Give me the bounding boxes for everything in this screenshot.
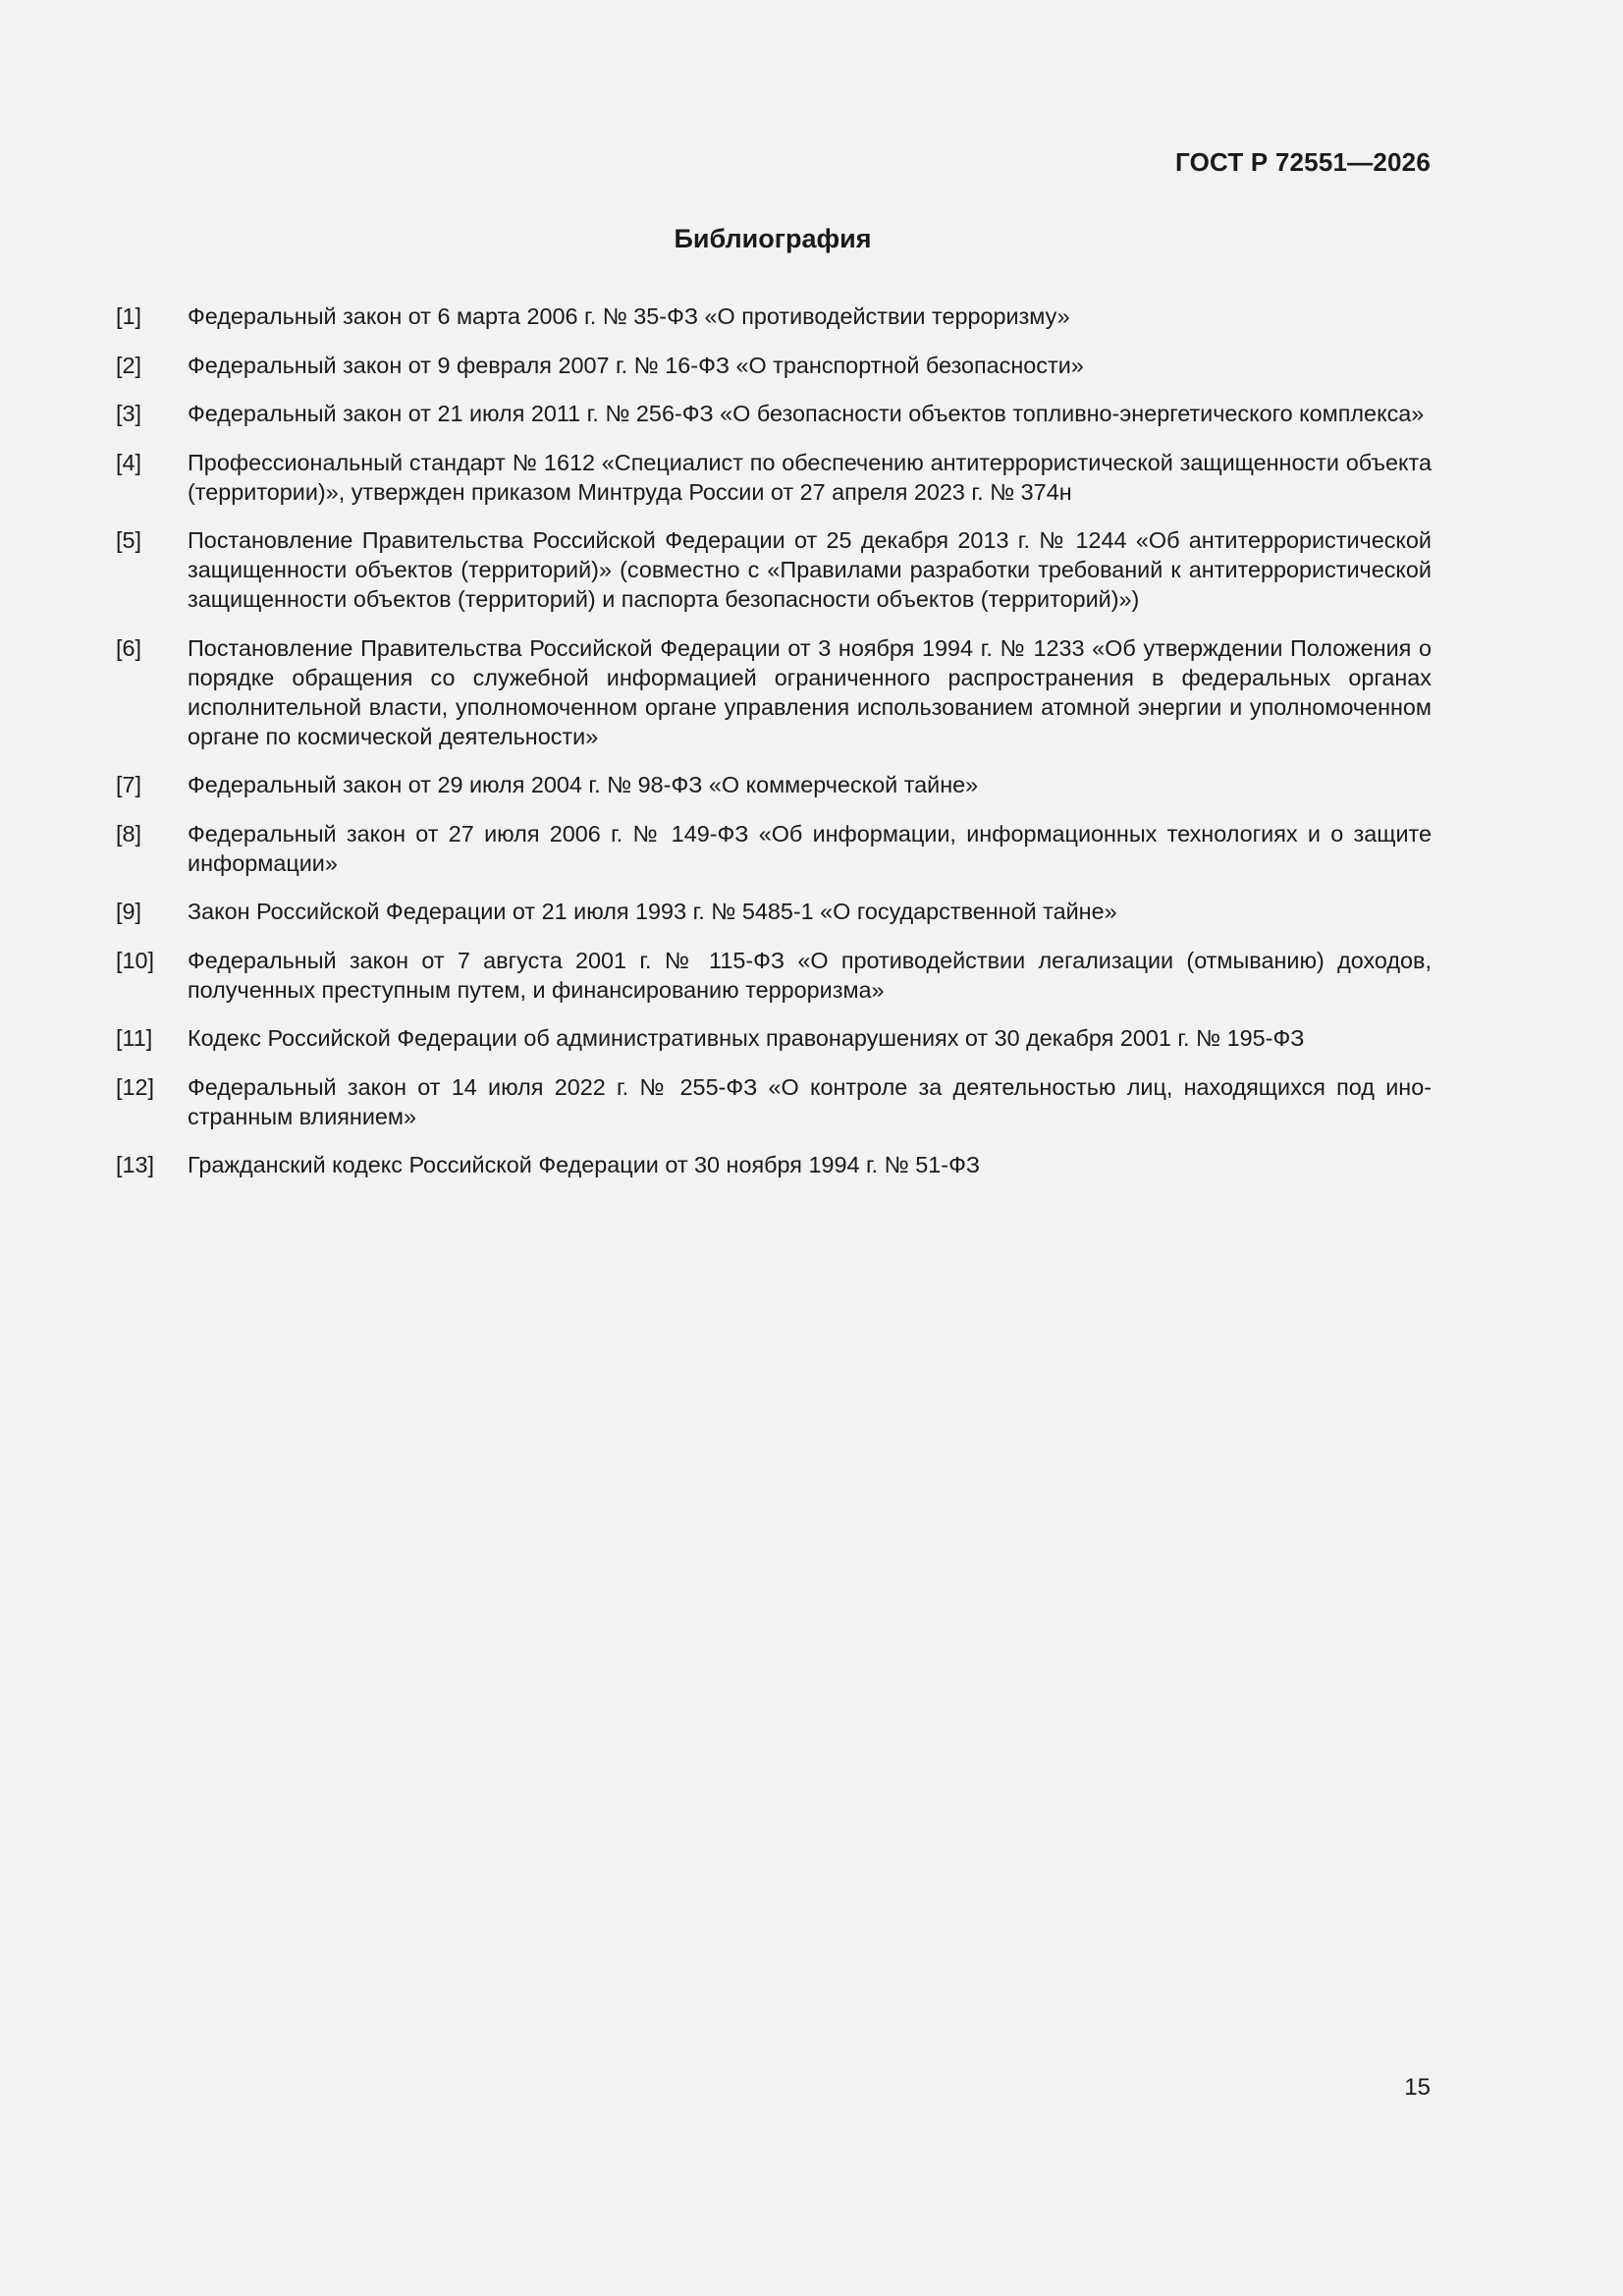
bibliography-item: [116, 1150, 1432, 1179]
bibliography-text: Федеральный закон от 29 июля 2004 г. № 98-ФЗ «О коммерческой тайне»: [188, 772, 979, 797]
bibliography-number: [5]: [116, 527, 142, 553]
bibliography-list: [116, 301, 1432, 1199]
bibliography-number: [12]: [116, 1073, 155, 1100]
bibliography-item: [116, 897, 1432, 926]
bibliography-item: [116, 946, 1432, 1005]
bibliography-text: Федеральный закон от 9 февраля 2007 г. № 16-ФЗ «О транспортной безопасности»: [188, 352, 1084, 378]
bibliography-text: Постановление Правительства Российской Федерации от 3 ноября 1994 г. № 1233 «Об утверждении Положения о порядке обращения со служебной информацией ограниченного распространения в федеральных органах исполнительной власти, уполномоченном органе управления использованием атомной энергии и уполномоченном органе по космической деятельности»: [188, 634, 1432, 749]
bibliography-number: [10]: [116, 947, 155, 973]
bibliography-text: Федеральный закон от 21 июля 2011 г. № 256-ФЗ «О безопасности объектов топливно-энергетического комплекса»: [188, 401, 1425, 426]
bibliography-text: Постановление Правительства Российской Федерации от 25 декабря 2013 г. № 1244 «Об антитеррористической защищенности объектов (территорий)» (совместно с «Правилами разработки требований к антитеррористической защищенности объектов (территорий) и паспорта безопасности объектов (территорий)»): [188, 527, 1432, 612]
section-title: Библиография: [674, 224, 872, 253]
bibliography-text: Федеральный закон от 27 июля 2006 г. № 149-ФЗ «Об информации, информационных технологиях и о защите информации»: [188, 820, 1432, 876]
bibliography-item: [116, 819, 1432, 878]
bibliography-item: [116, 301, 1432, 331]
bibliography-number: [7]: [116, 772, 142, 797]
bibliography-text: Федеральный закон от 7 августа 2001 г. № 115-ФЗ «О противодействии легализации (отмыванию) доходов, полученных преступным путем, и финансированию терроризма»: [188, 947, 1432, 1003]
page-number: 15: [1404, 2074, 1431, 2101]
bibliography-item: [116, 770, 1432, 799]
document-code: ГОСТ Р 72551—2026: [1175, 147, 1431, 177]
bibliography-number: [13]: [116, 1152, 155, 1177]
bibliography-item: [116, 1023, 1432, 1053]
bibliography-item: [116, 351, 1432, 380]
bibliography-number: [11]: [116, 1025, 153, 1051]
bibliography-text: Федеральный закон от 14 июля 2022 г. № 255-ФЗ «О контроле за деятельностью лиц, находящихся под иностранным влиянием»: [188, 1073, 1432, 1129]
bibliography-text: Профессиональный стандарт № 1612 «Специалист по обеспечению антитеррористической защищенности объекта (территории)», утвержден приказом Минтруда России от 27 апреля 2023 г. № 374н: [188, 449, 1432, 505]
bibliography-number: [8]: [116, 820, 142, 847]
bibliography-number: [6]: [116, 634, 142, 661]
bibliography-number: [4]: [116, 449, 142, 475]
bibliography-text: Гражданский кодекс Российской Федерации от 30 ноября 1994 г. № 51-ФЗ: [188, 1152, 980, 1177]
bibliography-item: [116, 1072, 1432, 1131]
bibliography-number: [1]: [116, 303, 142, 329]
bibliography-item: [116, 448, 1432, 507]
bibliography-item: [116, 633, 1432, 751]
bibliography-text: Закон Российской Федерации от 21 июля 1993 г. № 5485-1 «О государственной тайне»: [188, 899, 1117, 924]
bibliography-text: Кодекс Российской Федерации об административных правонарушениях от 30 декабря 2001 г. № 195-ФЗ: [188, 1025, 1305, 1051]
bibliography-text: Федеральный закон от 6 марта 2006 г. № 35-ФЗ «О противодействии терроризму»: [188, 303, 1070, 329]
bibliography-number: [9]: [116, 899, 142, 924]
bibliography-item: [116, 399, 1432, 428]
bibliography-item: [116, 525, 1432, 614]
bibliography-number: [2]: [116, 352, 142, 378]
bibliography-number: [3]: [116, 401, 142, 426]
